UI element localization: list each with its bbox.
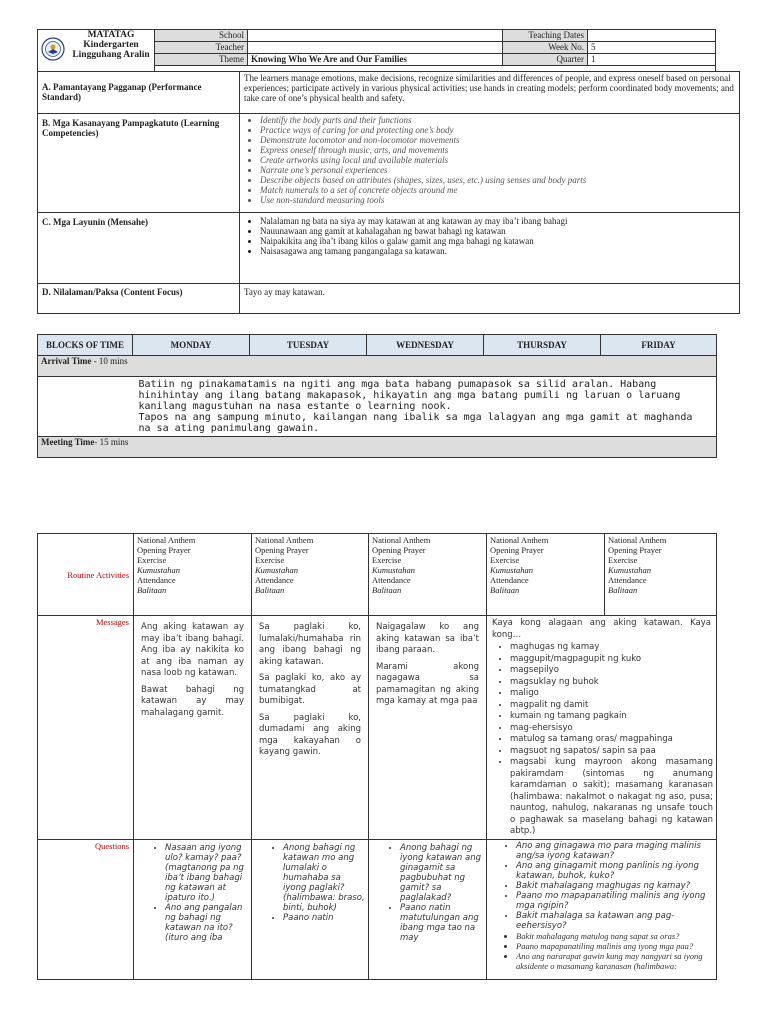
deped-seal-icon <box>41 37 65 61</box>
question-item: • Paano mo mapapanatiling malinis ang iyong mga ngipin? <box>516 891 713 911</box>
routine-item: Kumustahan <box>137 565 180 575</box>
quarter-value: 1 <box>588 54 716 66</box>
meeting-time-row <box>38 437 717 458</box>
school-label: School <box>155 30 248 42</box>
theme-value: Knowing Who We Are and Our Families <box>248 54 503 66</box>
header-title <box>68 30 155 72</box>
title-line-3: Lingguhang Aralin <box>72 50 150 60</box>
question-item: • Bakit mahalaga sa katawan ang pag-eehersisyo? <box>516 911 713 931</box>
day-tuesday: TUESDAY <box>250 335 367 356</box>
routine-item: Attendance <box>255 575 294 585</box>
arrival-text-1: Batiin ng pinakamatamis na ngiti ang mga bata habang pumapasok sa silid aralan. Habang hinihintay ang ilang batang makapasok, hikayatin ang mga batang pumili ng laruan o laruang kanilang magustuhan na nasa estante o learning nook. <box>138 379 681 412</box>
question-item: • Paano mapapanatiling malinis ang iyong mga paa? <box>516 941 713 951</box>
quarter-label: Quarter <box>503 54 588 66</box>
routine-item: National Anthem <box>255 535 314 545</box>
objectives-label: C. Mga Layunin (Mensahe) <box>38 213 240 284</box>
routine-item: National Anthem <box>490 535 549 545</box>
competency-item: • Express oneself through music, arts, and movements <box>260 145 735 155</box>
care-item: • magsuklay ng buhok <box>510 677 713 689</box>
routine-item: Balitaan <box>608 585 638 595</box>
week-table <box>37 334 717 458</box>
questions-monday <box>134 839 252 979</box>
teacher-value <box>248 42 503 54</box>
competency-item: • Create artworks using local and available materials <box>260 155 735 165</box>
message-paragraph: Ang aking katawan ay may iba’t ibang bahagi. Ang iba ay nakikita ko at ang iba naman ay nasa loob ng katawan. <box>141 622 244 678</box>
care-item: • magsuot ng sapatos/ sapin sa paa <box>510 746 713 758</box>
routine-item: Opening Prayer <box>255 545 309 555</box>
day-monday: MONDAY <box>133 335 250 356</box>
competency-item: • Describe objects based on attributes (shapes, sizes, uses, etc.) using senses and body parts <box>260 175 735 185</box>
routine-item: Kumustahan <box>490 565 533 575</box>
routine-item: Opening Prayer <box>372 545 426 555</box>
meeting-time-label: Meeting Time <box>41 437 95 447</box>
objective-item: • Nauunawaan ang gamit at kahalagahan ng bawat bahagi ng katawan <box>260 226 735 236</box>
routine-friday <box>605 534 717 616</box>
routine-item: Exercise <box>255 555 285 565</box>
day-thursday: THURSDAY <box>484 335 601 356</box>
message-intro: Kaya kong alagaan ang aking katawan. Kaya kong… <box>492 618 711 640</box>
question-item: • Bakit mahalagang matulog nang sapat sa oras? <box>516 931 713 941</box>
school-value <box>248 30 503 42</box>
content-focus-value: Tayo ay may katawan. <box>240 284 740 314</box>
title-line-1: MATATAG <box>87 30 135 40</box>
routine-item: Opening Prayer <box>608 545 662 555</box>
competency-item: • Use non-standard measuring tools <box>260 195 735 205</box>
routine-label: Routine Activities <box>38 534 134 616</box>
routine-item: Kumustahan <box>255 565 298 575</box>
messages-label: Messages <box>38 616 134 840</box>
question-item: • Bakit mahalagang maghugas ng kamay? <box>516 881 713 891</box>
message-wednesday <box>369 616 487 840</box>
objective-item: • Nalalaman ng bata na siya ay may katawan at ang katawan ay may iba’t ibang bahagi <box>260 216 735 226</box>
week-no-value: 5 <box>588 42 716 54</box>
message-paragraph: Sa paglaki ko, ako ay tumatangkad at bumibigat. <box>259 673 361 706</box>
care-item: • magsepilyo <box>510 665 713 677</box>
objective-item: • Naisasagawa ang tamang pangangalaga sa katawan. <box>260 246 735 256</box>
objectives-list <box>240 213 740 284</box>
routine-wednesday <box>369 534 487 616</box>
teacher-label: Teacher <box>155 42 248 54</box>
arrival-time-row <box>38 356 717 377</box>
routine-item: Balitaan <box>490 585 520 595</box>
arrival-time-duration: - 10 mins <box>91 356 128 366</box>
question-item: • Anong bahagi ng katawan mo ang lumalaki o humahaba sa iyong paglaki? (halimbawa: braso, binti, buhok) <box>283 843 365 913</box>
routine-tuesday <box>252 534 369 616</box>
blocks-of-time-header: BLOCKS OF TIME <box>38 335 133 356</box>
care-item: • maggupit/magpagupit ng kuko <box>510 654 713 666</box>
care-item: • mag-ehersisyo <box>510 723 713 735</box>
deped-logo <box>38 30 69 72</box>
routine-item: National Anthem <box>608 535 667 545</box>
question-item: • Ano ang ginagawa mo para maging malinis ang/sa iyong katawan? <box>516 841 713 861</box>
routine-item: Exercise <box>372 555 402 565</box>
routine-item: National Anthem <box>137 535 196 545</box>
week-no-label: Week No. <box>503 42 588 54</box>
standard-label: A. Pamantayang Pagganap (Performance Standard) <box>38 72 240 114</box>
care-item: • maligo <box>510 688 713 700</box>
teaching-dates-value <box>588 30 716 42</box>
header-table <box>37 29 716 72</box>
objective-item: • Naipakikita ang iba’t ibang kilos o galaw gamit ang mga bahagi ng katawan <box>260 236 735 246</box>
day-wednesday: WEDNESDAY <box>367 335 484 356</box>
message-paragraph: Sa paglaki ko, dumadami ang aking mga kakayahan o kayang gawin. <box>259 712 361 757</box>
questions-tuesday <box>252 839 369 979</box>
routine-item: Attendance <box>490 575 529 585</box>
routine-thursday <box>487 534 605 616</box>
message-paragraph: Sa paglaki ko, lumalaki/humahaba rin ang ibang bahagi ng aking katawan. <box>259 622 361 667</box>
arrival-activity <box>133 377 717 437</box>
teaching-dates-label: Teaching Dates <box>503 30 588 42</box>
message-tuesday <box>252 616 369 840</box>
schedule-table <box>37 533 717 980</box>
routine-item: Balitaan <box>255 585 285 595</box>
routine-item: Kumustahan <box>608 565 651 575</box>
question-item: • Nasaan ang iyong ulo? kamay? paa? (magtanong pa ng iba’t ibang bahagi ng katawan at ipaturo ito.) <box>165 843 248 903</box>
questions-thursday-friday <box>487 839 717 979</box>
routine-item: Opening Prayer <box>490 545 544 555</box>
competencies-label: B. Mga Kasanayang Pampagkatuto (Learning Competencies) <box>38 114 240 213</box>
routine-item: National Anthem <box>372 535 431 545</box>
message-thursday-friday <box>487 616 717 840</box>
question-item: • Ano ang ginagamit mong panlinis ng iyong katawan, buhok, kuko? <box>516 861 713 881</box>
routine-item: Balitaan <box>372 585 402 595</box>
routine-monday <box>134 534 252 616</box>
routine-item: Attendance <box>137 575 176 585</box>
competency-item: • Practice ways of caring for and protecting one’s body <box>260 125 735 135</box>
question-item: • Ano ang pangalan ng bahagi ng katawan na ito? (ituro ang iba <box>165 903 248 943</box>
day-friday: FRIDAY <box>601 335 717 356</box>
routine-item: Attendance <box>608 575 647 585</box>
competency-item: • Narrate one’s personal experiences <box>260 165 735 175</box>
arrival-text-2: Tapos na ang sampung minuto, kailangan nang ibalik sa mga lalagyan ang mga gamit at maghanda na sa ating panimulang gawain. <box>138 412 693 434</box>
message-paragraph: Bawat bahagi ng katawan ay may mahalagang gamit. <box>141 684 244 718</box>
routine-item: Opening Prayer <box>137 545 191 555</box>
question-item: • Paano natin matutulungan ang ibang mga tao na may <box>400 903 483 943</box>
arrival-left-spacer <box>38 377 133 437</box>
message-paragraph: Marami akong nagagawa sa pamamagitan ng aking mga kamay at mga paa <box>376 661 479 706</box>
meeting-time-duration: - 15 mins <box>94 437 129 447</box>
routine-item: Kumustahan <box>372 565 415 575</box>
message-monday <box>134 616 252 840</box>
routine-item: Exercise <box>137 555 167 565</box>
care-item: • magpalit ng damit <box>510 700 713 712</box>
care-item: • kumain ng tamang pagkain <box>510 711 713 723</box>
question-item: • Ano ang nararapat gawin kung may nangyari sa iyong aksidente o masamang karanasan (halimbawa: <box>516 951 713 971</box>
competency-item: • Identify the body parts and their functions <box>260 115 735 125</box>
content-focus-label: D. Nilalaman/Paksa (Content Focus) <box>38 284 240 314</box>
routine-item: Exercise <box>608 555 638 565</box>
routine-item: Exercise <box>490 555 520 565</box>
competency-item: • Demonstrate locomotor and non-locomotor movements <box>260 135 735 145</box>
theme-label: Theme <box>155 54 248 66</box>
routine-item: Balitaan <box>137 585 167 595</box>
care-item: • matulog sa tamang oras/ magpahinga <box>510 734 713 746</box>
question-item: • Paano natin <box>283 913 365 923</box>
title-line-2: Kindergarten <box>83 40 139 50</box>
questions-label: Questions <box>38 839 134 979</box>
care-item: • magsabi kung mayroon akong masamang pakiramdam (sintomas ng anumang karamdaman o sakit); masamang karanasan (halimbawa: nakalmot o nakagat ng aso, pusa; nauntog, nahulog, nakaranas ng unsafe touch o paghawak sa maselang bahagi ng katawan abtp.) <box>510 757 713 838</box>
arrival-time-label: Arrival Time <box>41 356 92 366</box>
message-paragraph: Naigagalaw ko ang aking katawan sa iba’t ibang paraan. <box>376 622 479 655</box>
routine-item: Attendance <box>372 575 411 585</box>
competency-item: • Match numerals to a set of concrete objects around me <box>260 185 735 195</box>
question-item: • Anong bahagi ng iyong katawan ang ginagamit sa pagbubuhat ng gamit? sa paglalakad? <box>400 843 483 903</box>
questions-wednesday <box>369 839 487 979</box>
competencies-list <box>240 114 740 213</box>
standard-value: The learners manage emotions, make decisions, recognize similarities and differences of people, and express oneself based on personal experiences; participate actively in various physical activities; use hands in creating models; perform coordinated body movements; and take care of one’s physical health and safety. <box>240 72 740 114</box>
info-table <box>37 71 740 314</box>
care-item: • maghugas ng kamay <box>510 642 713 654</box>
